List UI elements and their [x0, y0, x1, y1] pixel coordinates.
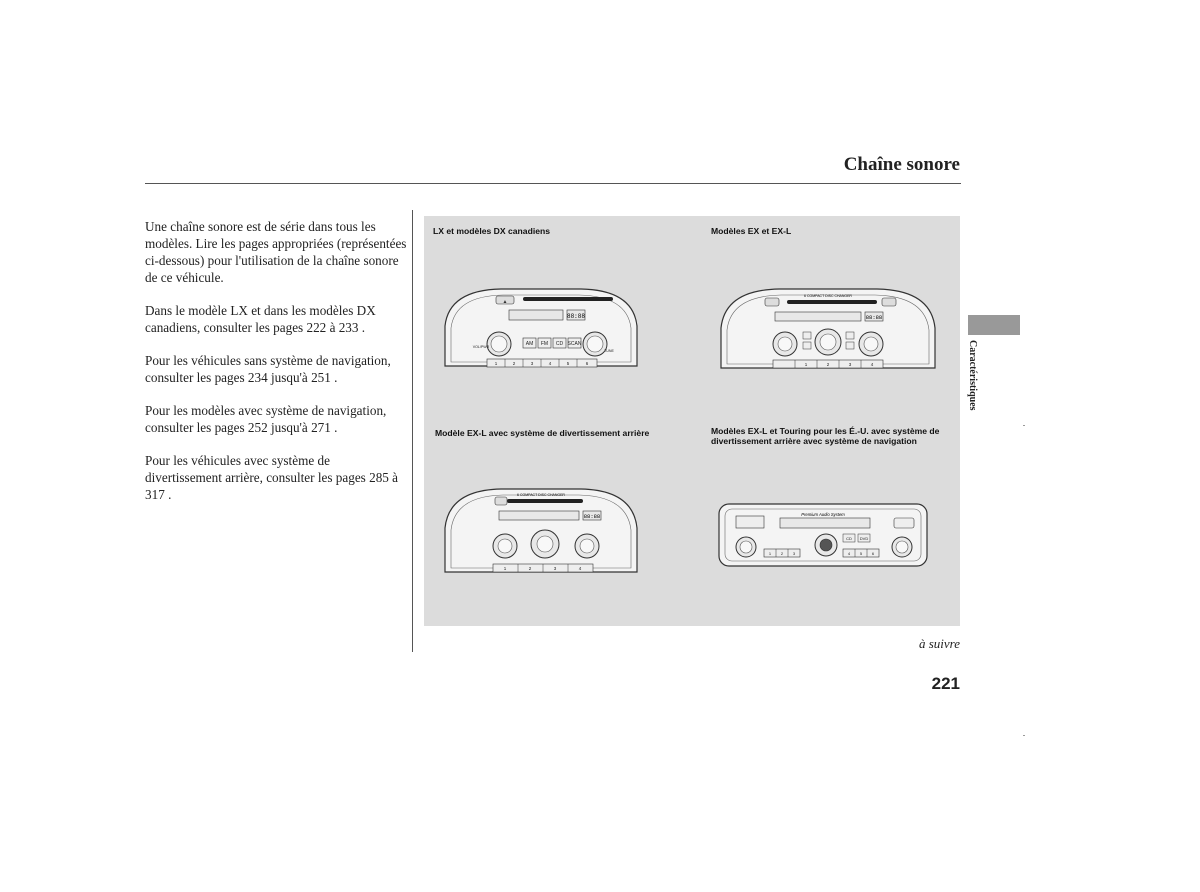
- svg-text:DVD: DVD: [859, 536, 869, 541]
- svg-text:4: 4: [578, 566, 582, 571]
- svg-text:3: 3: [530, 361, 534, 366]
- svg-text:FM: FM: [540, 341, 549, 347]
- continued-note: à suivre: [918, 636, 960, 651]
- svg-text:4: 4: [870, 362, 874, 367]
- svg-text:1: 1: [503, 566, 507, 571]
- paragraph-rear-entertainment: Pour les véhicules avec système de divertissement arrière, consulter les pages 285 à 317 .: [145, 453, 399, 502]
- svg-text:1: 1: [768, 551, 772, 556]
- svg-text:SCAN: SCAN: [567, 341, 582, 347]
- svg-text:VOL/PWR: VOL/PWR: [472, 345, 490, 349]
- svg-text:1: 1: [494, 361, 498, 366]
- svg-text:4: 4: [847, 551, 851, 556]
- section-label-text: Caractéristiques: [967, 340, 978, 411]
- section-tab: [968, 315, 1020, 335]
- audio-unit-lx: [441, 286, 641, 376]
- svg-text:CD: CD: [846, 536, 852, 541]
- body-text: [145, 218, 407, 519]
- audio-units-figure: [424, 216, 960, 626]
- scan-mark: [1023, 425, 1025, 426]
- caption-ex: Modèles EX et EX-L: [711, 226, 792, 236]
- audio-unit-touring-nav: [716, 501, 930, 571]
- paragraph-intro: Une chaîne sonore est de série dans tous les modèles. Lire les pages appropriées (représentées ci-dessous) pour l'utilisation de la chaîne sonore de ce véhicule.: [145, 219, 407, 285]
- paragraph-no-nav: Pour les véhicules sans système de navigation, consulter les pages 234 jusqu'à 251 .: [145, 353, 391, 385]
- svg-text:3: 3: [792, 551, 796, 556]
- svg-text:3: 3: [848, 362, 852, 367]
- page-number: 221: [931, 674, 960, 693]
- svg-text:AM: AM: [525, 341, 534, 347]
- svg-text:6 COMPACT DISC CHANGER: 6 COMPACT DISC CHANGER: [517, 493, 565, 497]
- paragraph-nav: Pour les modèles avec système de navigation, consulter les pages 252 jusqu'à 271 .: [145, 403, 387, 435]
- svg-text:▲: ▲: [502, 300, 508, 305]
- audio-unit-exl-rear: [441, 486, 641, 582]
- caption-exl-rear: Modèle EX-L avec système de divertissement arrière: [435, 428, 650, 438]
- caption-lx: LX et modèles DX canadiens: [433, 226, 551, 236]
- section-label: [963, 340, 983, 422]
- svg-text:2: 2: [780, 551, 784, 556]
- svg-text:2: 2: [528, 566, 532, 571]
- svg-text:2: 2: [512, 361, 516, 366]
- column-divider: [412, 210, 413, 652]
- svg-text:6: 6: [585, 361, 589, 366]
- header-rule: [145, 183, 961, 184]
- svg-text:88:88: 88:88: [865, 314, 883, 321]
- svg-text:3: 3: [553, 566, 557, 571]
- svg-text:2: 2: [826, 362, 830, 367]
- svg-text:Premium Audio System: Premium Audio System: [801, 512, 845, 517]
- svg-text:1: 1: [804, 362, 808, 367]
- svg-text:6: 6: [871, 551, 875, 556]
- caption-touring-nav: Modèles EX-L et Touring pour les É.-U. avec système de divertissement arrière avec système de navigation: [711, 426, 940, 446]
- clock-display: 88:88: [566, 313, 586, 320]
- svg-text:6 COMPACT DISC CHANGER: 6 COMPACT DISC CHANGER: [804, 294, 852, 298]
- page-title: Chaîne sonore: [843, 154, 960, 175]
- audio-unit-ex: [717, 286, 939, 378]
- scan-mark: [1023, 735, 1025, 736]
- svg-text:5: 5: [566, 361, 570, 366]
- svg-text:5: 5: [859, 551, 863, 556]
- paragraph-lx: Dans le modèle LX et dans les modèles DX canadiens, consulter les pages 222 à 233 .: [145, 303, 376, 335]
- svg-text:4: 4: [548, 361, 552, 366]
- svg-text:CD: CD: [555, 341, 564, 347]
- svg-text:88:88: 88:88: [583, 513, 601, 520]
- svg-text:TUNE: TUNE: [604, 349, 614, 353]
